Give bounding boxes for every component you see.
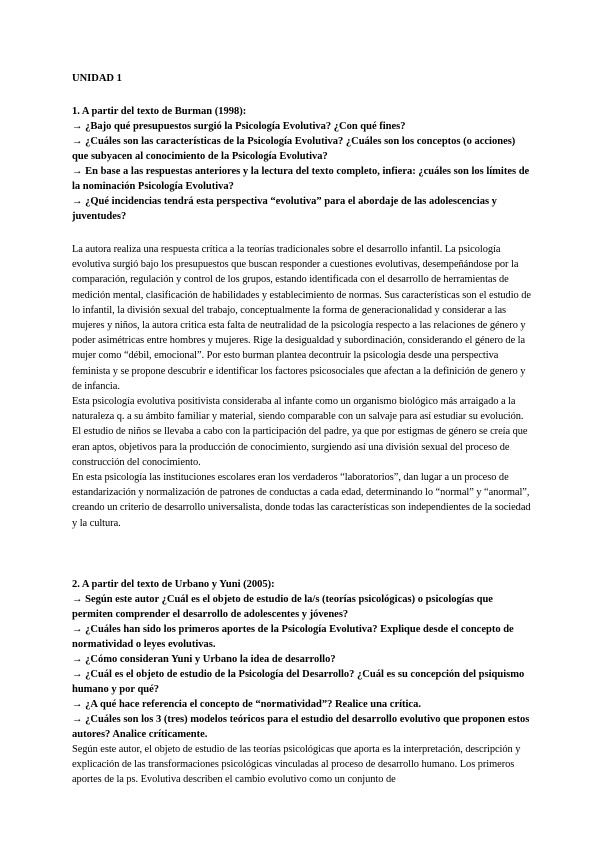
question-item: → ¿Cuáles son las características de la Psicología Evolutiva? ¿Cuáles son los conceptos (o acciones) que subyacen al conocimiento de la Psicología Evolutiva? — [72, 136, 516, 162]
section-1-title: 1. A partir del texto de Burman (1998): — [72, 106, 247, 117]
question-item: → ¿Cuáles han sido los primeros aportes de la Psicología Evolutiva? Explique desde el concepto de normatividad o leyes evolutivas. — [72, 623, 514, 650]
unit-title: UNIDAD 1 — [72, 73, 122, 84]
document-content — [72, 72, 534, 787]
section-2-title: 2. A partir del texto de Urbano y Yuni (2005): — [72, 578, 275, 590]
section-2 — [72, 577, 534, 788]
question-item: → ¿Cuál es el objeto de estudio de la Psicología del Desarrollo? ¿Cuál es su concepción del psiquismo humano y por qué? — [72, 668, 525, 695]
answer-paragraph: Esta psicología evolutiva positivista consideraba al infante como un organismo biológico más arraigado a la naturaleza q. a su ámbito familiar y material, siendo comparable con un salvaje para así estudiar su evolución. El estudio de niños se llevaba a cabo con la participación del padre, ya que por estigmas de género se creía que eran aptos, objetivos para la producción de conocimiento, surgiendo así una división sexual del proceso de construcción del conocimiento. — [72, 396, 528, 468]
section-1 — [72, 104, 534, 531]
question-item: → ¿Cuáles son los 3 (tres) modelos teóricos para el estudio del desarrollo evolutivo que proponen estos autores? Analice críticamente. — [72, 713, 530, 740]
question-item: → ¿A qué hace referencia el concepto de “normatividad”? Realice una crítica. — [72, 698, 421, 710]
answer-paragraph: Según este autor, el objeto de estudio de las teorías psicológicas que aporta es la interpretación, descripción y explicación de las transformaciones psicológicas vinculadas al proceso de desarrollo humano. Los primeros aportes de la ps. Evolutiva describen el cambio evolutivo como un conjunto de — [72, 743, 521, 786]
question-item: → Según este autor ¿Cuál es el objeto de estudio de la/s (teorías psicológicas) o psicologías que permiten comprender el desarrollo de adolescentes y jóvenes? — [72, 593, 493, 620]
question-item: → ¿Qué incidencias tendrá esta perspectiva “evolutiva” para el abordaje de las adolescencias y juventudes? — [72, 196, 497, 222]
question-item: → En base a las respuestas anteriores y la lectura del texto completo, infiera: ¿cuáles son los límites de la nominación Psicología Evolutiva? — [72, 166, 530, 192]
section-1-questions — [72, 119, 534, 224]
answer-paragraph: La autora realiza una respuesta crítica a la teorías tradicionales sobre el desarrollo infantil. La psicología evolutiva surgió bajo los presupuestos que buscan responder a cuestiones evolutivas, desempeñándose por la comparación, regulación y control de los grupos, estando identificada con el desarrollo de herramientas de medición mental, clasificación de habilidades y establecimiento de normas. Sus características son el estudio de lo infantil, la división sexual del trabajo, conceptualmente la forma de generacionalidad y considerar a las mujeres y niños, la autora critica esta falta de neutralidad de la psicología respecto a las relaciones de género y poder asimétricas entre hombres y mujeres. Rige la desigualdad y subordinación, considerando el género de la mujer como “débil, emocional”. Por esto burman plantea decontruir la psicologia desde una perspectiva feminista y se propone descubrir e identificar los factores psicosociales que afectan a la definición de genero y de infancia. — [72, 244, 531, 392]
answer-paragraph: En esta psicología las instituciones escolares eran los verdaderos “laboratorios”, dan lugar a un proceso de estandarización y normalización de patrones de conductas a cada edad, determinando lo “normal” y “anormal”, creando un criterio de desarrollo universalista, donde todas las características son independientes de la sociedad y la cultura. — [72, 472, 531, 529]
question-item: → ¿Cómo consideran Yuni y Urbano la idea de desarrollo? — [72, 653, 336, 665]
question-item: → ¿Bajo qué presupuestos surgió la Psicología Evolutiva? ¿Con qué fines? — [72, 121, 406, 132]
section-2-questions — [72, 592, 534, 742]
section-1-answer — [72, 242, 534, 531]
